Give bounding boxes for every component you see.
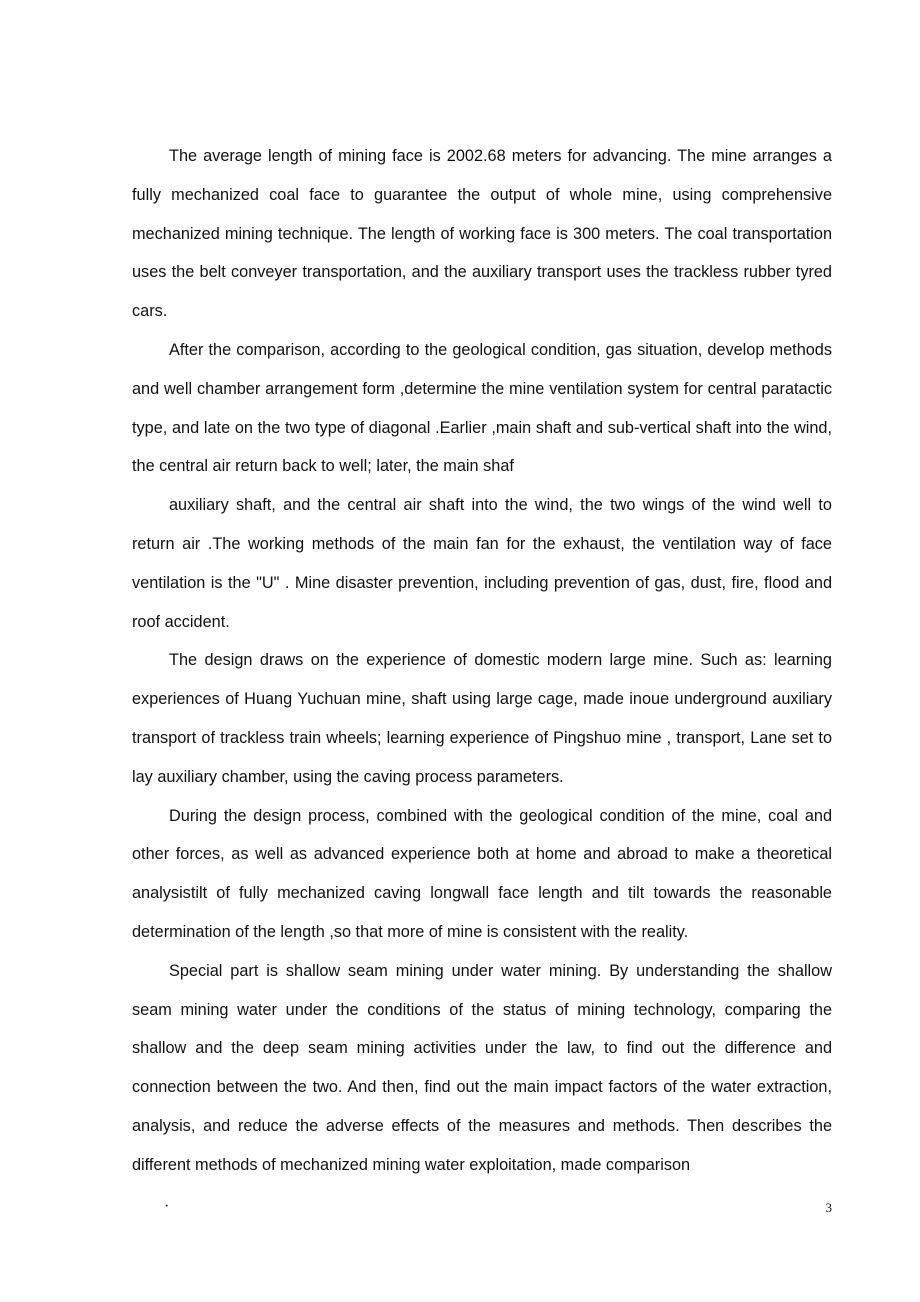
footer-dot: · <box>164 1198 170 1215</box>
paragraph-4: The design draws on the experience of domestic modern large mine. Such as: learning experiences of Huang Yuchuan mine, shaft using large cage, made inoue underground auxiliary transport of trackless train wheels; learning experience of Pingshuo mine , transport, Lane set to lay auxiliary chamber, using the caving process parameters. <box>132 651 832 786</box>
paragraph-3: auxiliary shaft, and the central air shaft into the wind, the two wings of the wind well to return air .The working methods of the main fan for the exhaust, the ventilation way of face ventilation is the "U" . Mine disaster prevention, including prevention of gas, dust, fire, flood and roof accident. <box>132 496 832 631</box>
paragraph-5: During the design process, combined with the geological condition of the mine, coal and other forces, as well as advanced experience both at home and abroad to make a theoretical analysistilt of fully mechanized caving longwall face length and tilt towards the reasonable determination of the length ,so that more of mine is consistent with the reality. <box>132 806 832 941</box>
page-number: 3 <box>825 1200 832 1215</box>
paragraph-1: The average length of mining face is 2002.68 meters for advancing. The mine arranges a fully mechanized coal face to guarantee the output of whole mine, using comprehensive mechanized mining technique. The length of working face is 300 meters. The coal transportation uses the belt conveyer transportation, and the auxiliary transport uses the trackless rubber tyred cars. <box>132 147 832 321</box>
paragraph-2: After the comparison, according to the geological condition, gas situation, develop methods and well chamber arrangement form ,determine the mine ventilation system for central paratactic type, and late on the two type of diagonal .Earlier ,main shaft and sub-vertical shaft into the wind, the central air return back to well; later, the main shaf <box>132 340 832 476</box>
paragraph-6: Special part is shallow seam mining under water mining. By understanding the shallow seam mining water under the conditions of the status of mining technology, comparing the shallow and the deep seam mining activities under the law, to find out the difference and connection between the two. And then, find out the main impact factors of the water extraction, analysis, and reduce the adverse effects of the measures and methods. Then describes the different methods of mechanized mining water exploitation, made comparison <box>132 961 832 1174</box>
body-text <box>132 137 832 1185</box>
